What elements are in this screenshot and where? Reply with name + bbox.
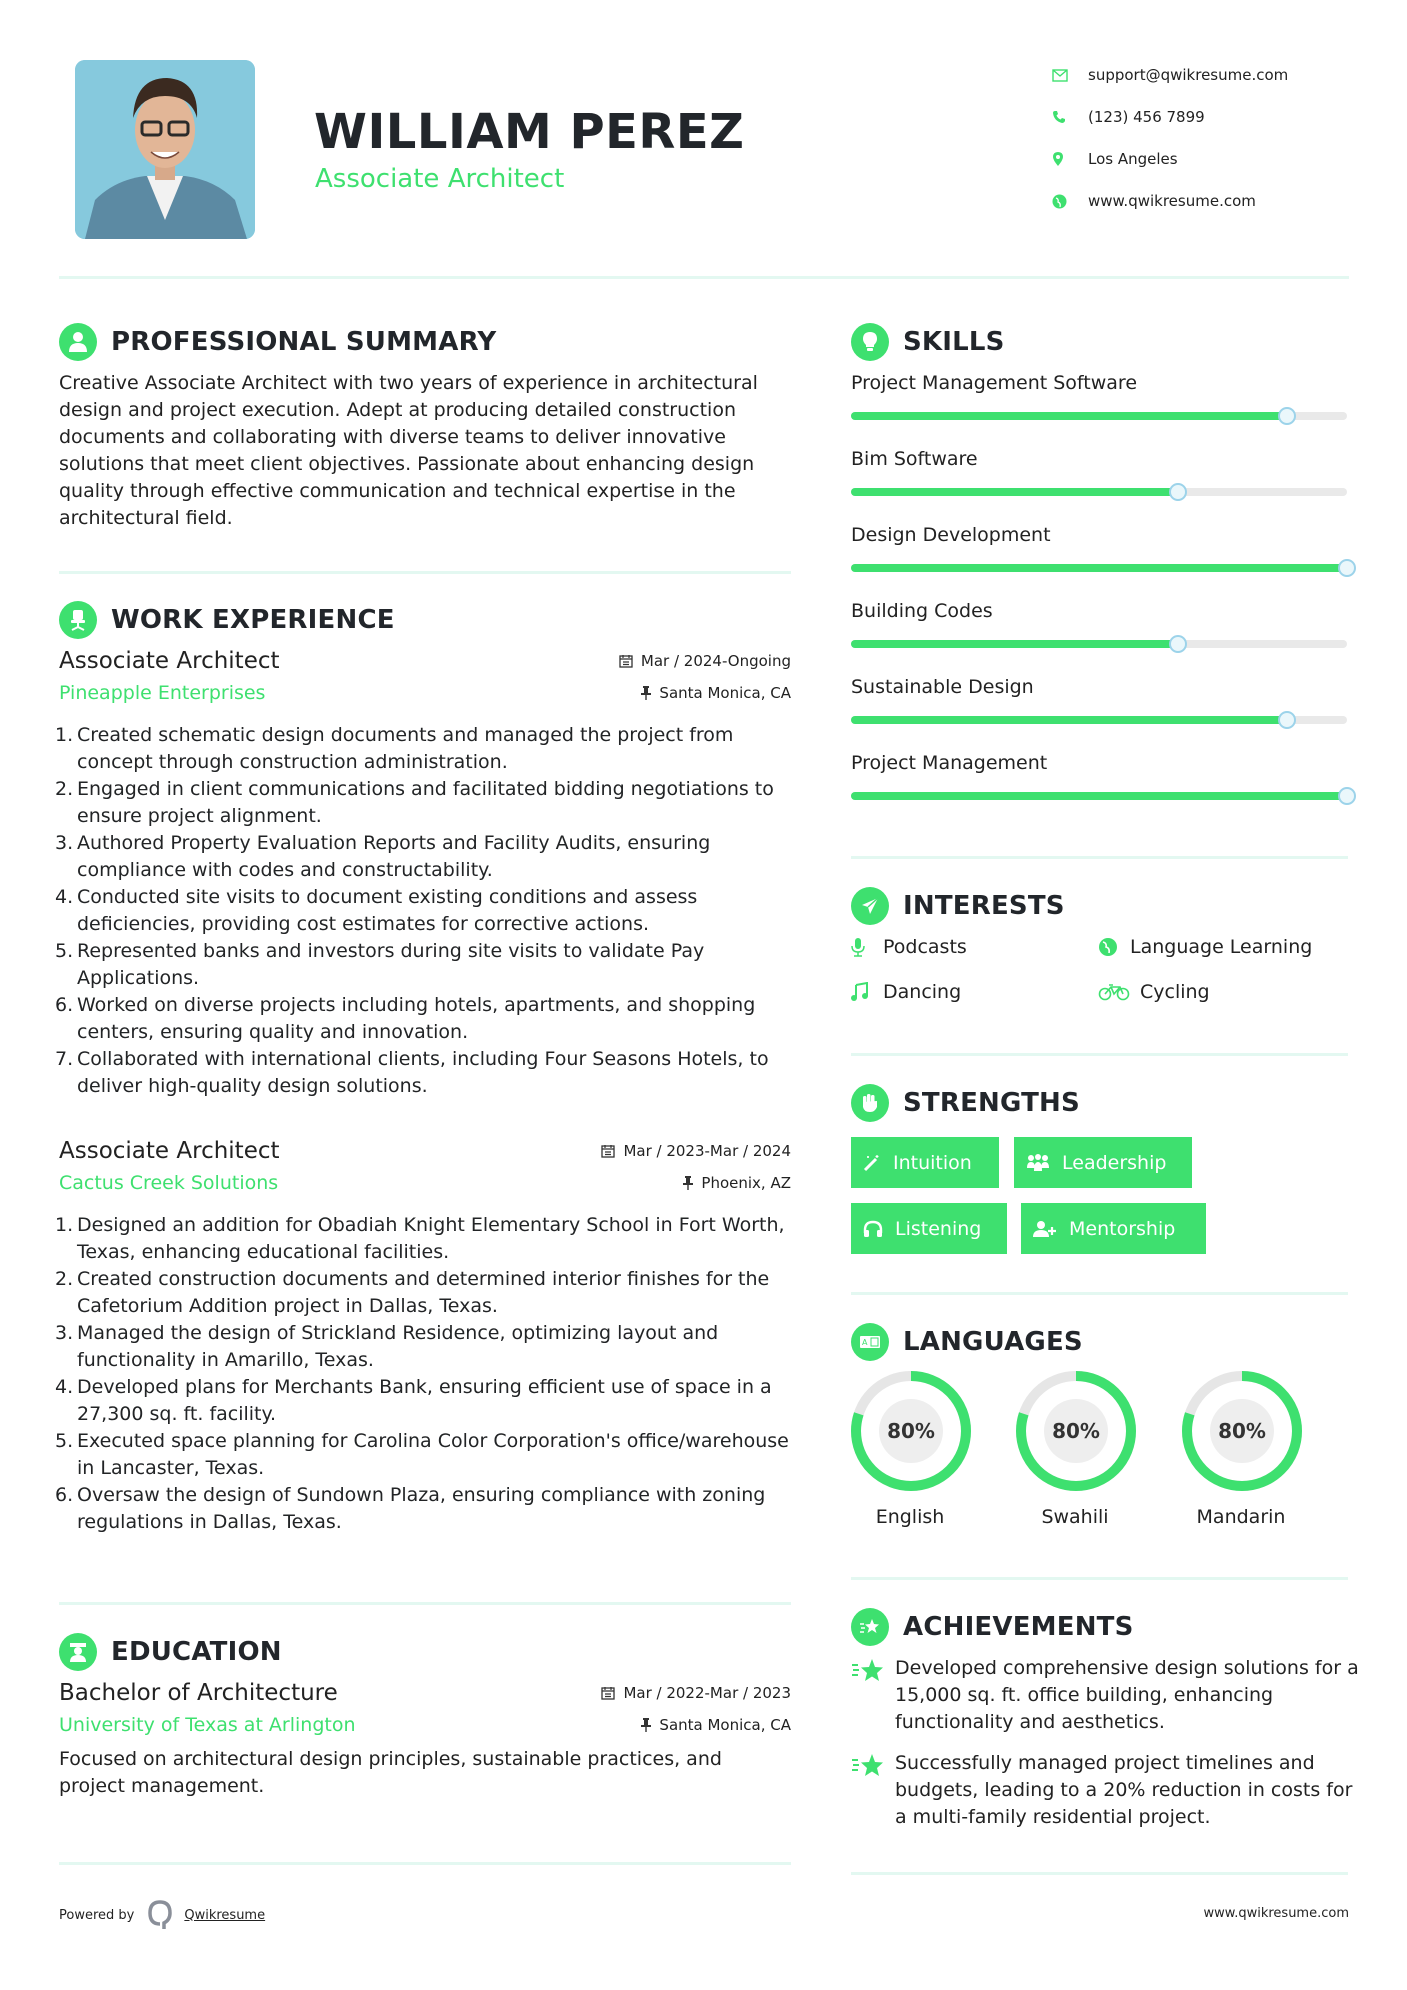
achievement-text: Successfully managed project timelines and budgets, leading to a 20% reduction in costs for a multi-family residential project. (895, 1752, 1353, 1828)
language-progress-ring (850, 1370, 972, 1492)
education-divider (59, 1862, 791, 1865)
job-bullet: 6. Oversaw the design of Sundown Plaza, ensuring compliance with zoning regulations in Dallas, Texas. (55, 1484, 766, 1533)
lightbulb-icon (851, 323, 889, 361)
skill-bar (851, 412, 1347, 420)
job-dates (619, 652, 791, 670)
job-company: Cactus Creek Solutions (59, 1172, 279, 1194)
svg-text:80%: 80% (887, 1419, 935, 1443)
shooting-star-icon (851, 1750, 895, 1831)
job-location-text: Phoenix, AZ (701, 1174, 791, 1192)
experience-heading (59, 601, 395, 639)
job-bullet: 1. Designed an addition for Obadiah Knight Elementary School in Fort Worth, Texas, enhancing educational facilities. (55, 1214, 785, 1263)
contact-location-text: Los Angeles (1088, 150, 1178, 168)
achievement-item (851, 1750, 1361, 1831)
strength-label: Mentorship (1069, 1217, 1176, 1240)
headphones-icon (863, 1220, 883, 1238)
qwikresume-link[interactable]: Qwikresume (184, 1907, 266, 1923)
job-bullets (55, 1212, 791, 1536)
job-dates-text: Mar / 2024-Ongoing (640, 652, 791, 670)
calendar-icon (619, 654, 633, 668)
strengths-heading (851, 1084, 1080, 1122)
strength-label: Intuition (893, 1151, 972, 1174)
envelope-icon (1050, 69, 1088, 82)
shooting-star-icon (851, 1608, 889, 1646)
phone-icon (1050, 110, 1088, 124)
job-bullet: 3. Authored Property Evaluation Reports and Facility Audits, ensuring compliance with codes and constructability. (55, 832, 711, 881)
strengths-divider (851, 1292, 1348, 1295)
interest-item (851, 936, 967, 958)
contact-email-text: support@qwikresume.com (1088, 66, 1289, 84)
globe-icon (1050, 194, 1088, 209)
achievement-item (851, 1655, 1361, 1736)
education-dates (601, 1684, 791, 1702)
job-bullet: 5. Represented banks and investors during site visits to validate Pay Applications. (55, 940, 705, 989)
job-title: Associate Architect (59, 1138, 280, 1164)
user-plus-icon (1033, 1220, 1057, 1238)
job-dates-text: Mar / 2023-Mar / 2024 (623, 1142, 791, 1160)
contact-phone[interactable] (1050, 96, 1380, 138)
school-name: University of Texas at Arlington (59, 1714, 356, 1736)
graduate-icon (59, 1633, 97, 1671)
calendar-icon (601, 1144, 615, 1158)
job-entry (55, 648, 791, 1100)
languages-title: LANGUAGES (903, 1327, 1083, 1357)
achievements-heading (851, 1608, 1134, 1646)
education-heading (59, 1633, 282, 1671)
music-note-icon (851, 982, 883, 1002)
footer-powered-by (59, 1900, 265, 1930)
pushpin-icon (641, 1718, 651, 1732)
degree-name: Bachelor of Architecture (59, 1680, 338, 1706)
candidate-title: Associate Architect (315, 164, 565, 194)
skills-heading (851, 323, 1005, 361)
experience-divider (59, 1602, 791, 1605)
language-item (850, 1370, 970, 1528)
interest-item (851, 981, 961, 1003)
education-location (641, 1716, 791, 1734)
languages-divider (851, 1577, 1348, 1580)
languages-heading (851, 1323, 1083, 1361)
achievement-text: Developed comprehensive design solutions for a 15,000 sq. ft. office building, enhancing functionality and aesthetics. (895, 1657, 1359, 1733)
job-bullet: 6. Worked on diverse projects including hotels, apartments, and shopping centers, ensuring quality and innovation. (55, 994, 756, 1043)
skill-item (851, 448, 1347, 496)
contact-email[interactable] (1050, 54, 1380, 96)
job-dates (601, 1142, 791, 1160)
pushpin-icon (683, 1176, 693, 1190)
contact-phone-text: (123) 456 7899 (1088, 108, 1205, 126)
interest-label: Podcasts (883, 936, 967, 958)
language-name: English (875, 1506, 945, 1528)
skill-label: Project Management (851, 752, 1048, 774)
microphone-icon (851, 937, 883, 957)
skill-item (851, 676, 1347, 724)
shooting-star-icon (851, 1655, 895, 1736)
user-icon (59, 323, 97, 361)
job-bullet: 4. Conducted site visits to document existing conditions and assess deficiencies, providing cost estimates for corrective actions. (55, 886, 698, 935)
skill-item (851, 752, 1347, 800)
summary-divider (59, 571, 791, 574)
interests-divider (851, 1053, 1348, 1056)
interest-label: Language Learning (1130, 936, 1313, 958)
experience-title: WORK EXPERIENCE (111, 605, 395, 635)
pushpin-icon (641, 686, 651, 700)
job-location-text: Santa Monica, CA (659, 684, 791, 702)
svg-text:80%: 80% (1218, 1419, 1266, 1443)
bicycle-icon (1098, 983, 1140, 1001)
svg-text:A: A (862, 1338, 868, 1347)
candidate-name: WILLIAM PEREZ (314, 104, 745, 160)
svg-text:80%: 80% (1052, 1419, 1100, 1443)
skill-item (851, 600, 1347, 648)
header-divider (59, 276, 1349, 279)
skill-knob (1169, 483, 1187, 501)
strength-tag (851, 1137, 999, 1188)
job-bullet: 4. Developed plans for Merchants Bank, ensuring efficient use of space in a 27,300 sq. ft. facility. (55, 1376, 772, 1425)
skill-knob (1278, 407, 1296, 425)
footer-website-link[interactable]: www.qwikresume.com (1203, 1906, 1349, 1921)
skill-knob (1278, 711, 1296, 729)
calendar-icon (601, 1686, 615, 1700)
language-item (1181, 1370, 1301, 1528)
skill-bar (851, 716, 1347, 724)
contact-location (1050, 138, 1380, 180)
summary-heading (59, 323, 496, 361)
contact-website-text: www.qwikresume.com (1088, 192, 1256, 210)
education-location-text: Santa Monica, CA (659, 1716, 791, 1734)
achievements-divider (851, 1872, 1348, 1875)
skill-bar (851, 488, 1347, 496)
contact-website[interactable] (1050, 180, 1380, 222)
job-location (641, 684, 791, 702)
education-entry (59, 1680, 791, 1800)
language-icon (851, 1323, 889, 1361)
skill-label: Bim Software (851, 448, 978, 470)
job-entry (55, 1138, 791, 1536)
interest-label: Cycling (1140, 981, 1210, 1003)
job-bullet: 2. Engaged in client communications and facilitated bidding negotiations to ensure project alignment. (55, 778, 774, 827)
skill-label: Project Management Software (851, 372, 1138, 394)
office-chair-icon (59, 601, 97, 639)
language-progress-ring (1015, 1370, 1137, 1492)
job-bullets (55, 722, 791, 1100)
summary-title: PROFESSIONAL SUMMARY (111, 327, 497, 357)
job-bullet: 3. Managed the design of Strickland Residence, optimizing layout and functionality in Amarillo, Texas. (55, 1322, 719, 1371)
interest-item (1098, 981, 1210, 1003)
education-dates-text: Mar / 2022-Mar / 2023 (623, 1684, 791, 1702)
skill-knob (1338, 559, 1356, 577)
language-name: Swahili (1041, 1506, 1109, 1528)
language-item (1015, 1370, 1135, 1528)
profile-photo (75, 60, 255, 239)
job-title: Associate Architect (59, 648, 280, 674)
skill-item (851, 372, 1347, 420)
contact-list (1050, 54, 1380, 222)
qwikresume-logo-icon (148, 1900, 172, 1930)
job-bullet: 1. Created schematic design documents and managed the project from concept through construction administration. (55, 724, 734, 773)
strength-tag (1014, 1137, 1192, 1188)
language-progress-ring (1181, 1370, 1303, 1492)
skill-item (851, 524, 1347, 572)
interest-item (1098, 936, 1312, 958)
strength-tag (1021, 1203, 1206, 1254)
group-icon (1026, 1154, 1050, 1172)
skill-bar (851, 792, 1347, 800)
magic-wand-icon (863, 1154, 881, 1172)
skill-knob (1169, 635, 1187, 653)
skill-label: Sustainable Design (851, 676, 1034, 698)
fist-icon (851, 1084, 889, 1122)
skill-knob (1338, 787, 1356, 805)
globe-icon (1098, 937, 1130, 957)
strength-label: Listening (895, 1217, 982, 1240)
interests-heading (851, 887, 1065, 925)
powered-by-label: Powered by (59, 1907, 135, 1923)
skill-bar (851, 640, 1347, 648)
job-bullet: 7. Collaborated with international clients, including Four Seasons Hotels, to deliver high-quality design solutions. (55, 1048, 769, 1097)
language-name: Mandarin (1196, 1506, 1286, 1528)
summary-text: Creative Associate Architect with two years of experience in architectural design and project execution. Adept at producing detailed construction documents and collaborating with diverse teams to deliver innovative solutions that meet client objectives. Passionate about enhancing design quality through effective communication and technical expertise in the architectural field. (59, 372, 758, 529)
education-title: EDUCATION (111, 1637, 282, 1667)
achievements-title: ACHIEVEMENTS (903, 1612, 1134, 1642)
skill-bar (851, 564, 1347, 572)
strength-label: Leadership (1062, 1151, 1167, 1174)
job-location (683, 1174, 791, 1192)
job-company: Pineapple Enterprises (59, 682, 266, 704)
skills-divider (851, 856, 1348, 859)
job-bullet: 2. Created construction documents and determined interior finishes for the Cafetorium Addition project in Dallas, Texas. (55, 1268, 770, 1317)
strength-tag (851, 1203, 1007, 1254)
job-bullet: 5. Executed space planning for Carolina Color Corporation's office/warehouse in Lancaster, Texas. (55, 1430, 789, 1479)
skill-label: Design Development (851, 524, 1051, 546)
map-pin-icon (1050, 151, 1088, 167)
paper-plane-icon (851, 887, 889, 925)
interest-label: Dancing (883, 981, 962, 1003)
education-description: Focused on architectural design principles, sustainable practices, and project management. (59, 1748, 722, 1797)
interests-title: INTERESTS (903, 891, 1065, 921)
skill-label: Building Codes (851, 600, 993, 622)
strengths-title: STRENGTHS (903, 1088, 1080, 1118)
skills-title: SKILLS (903, 327, 1005, 357)
